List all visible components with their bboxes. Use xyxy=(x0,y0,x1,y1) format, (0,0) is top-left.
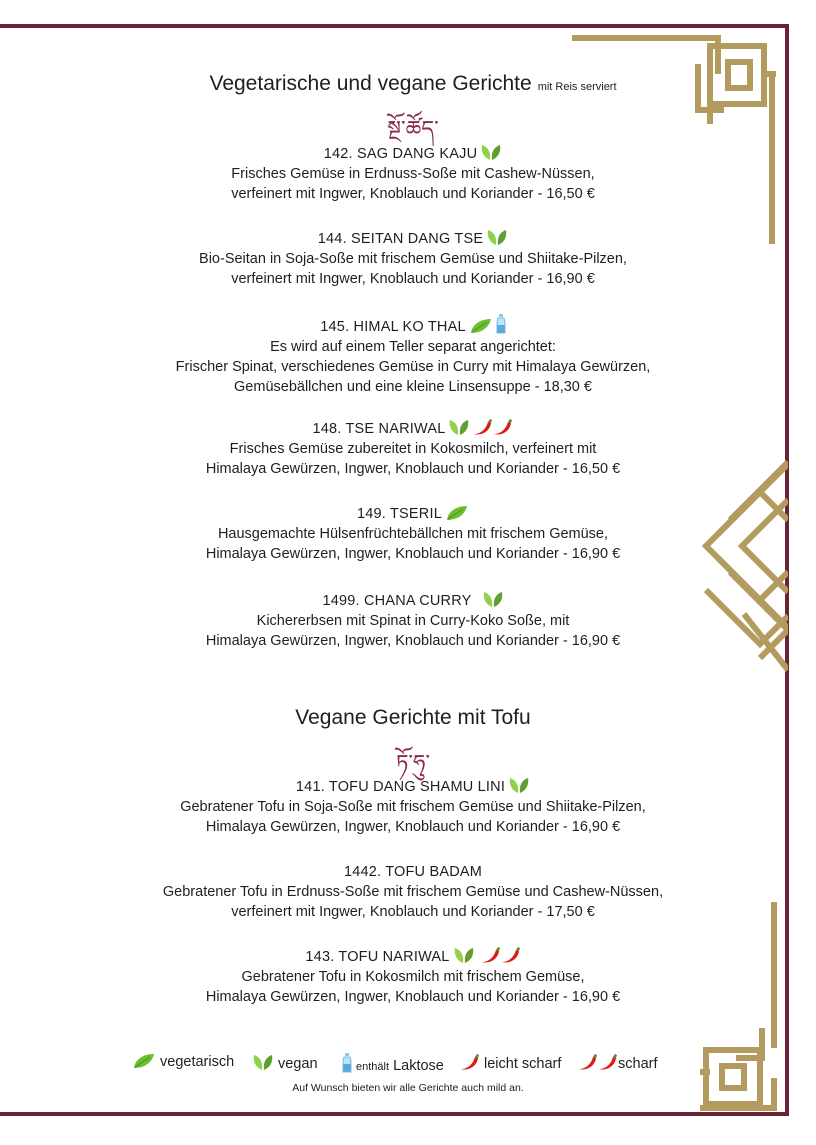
dish-name: 144. SEITAN DANG TSE xyxy=(100,228,726,249)
chili-icon xyxy=(481,946,501,964)
vegan-icon xyxy=(252,1053,274,1071)
dish-1499 xyxy=(100,590,726,651)
section-subtitle: mit Reis serviert xyxy=(537,81,617,93)
mild-note: Auf Wunsch bieten wir alle Gerichte auch mild an. xyxy=(292,1082,524,1094)
vegan-icon xyxy=(486,228,508,246)
chili-icon xyxy=(473,418,493,436)
chili-icon xyxy=(501,946,521,964)
legend-label: vegan xyxy=(278,1056,318,1072)
chili-icon xyxy=(460,1053,480,1071)
dish-description-line: Frisches Gemüse zubereitet in Kokosmilch, verfeinert mit xyxy=(229,441,597,457)
section-title-text: Vegetarische und vegane Gerichte xyxy=(209,72,532,95)
dish-name: 1442. TOFU BADAM xyxy=(343,864,483,880)
chili-icon xyxy=(578,1053,598,1071)
legend-label-prefix: enthält xyxy=(356,1061,390,1073)
dish-description-line: Kichererbsen mit Spinat in Curry-Koko Soße, mit xyxy=(256,613,570,629)
legend-lactose xyxy=(342,1053,444,1074)
dish-description-line: Bio-Seitan in Soja-Soße mit frischem Gemüse und Shiitake-Pilzen, xyxy=(199,251,627,267)
dish-name: 149. TSERIL xyxy=(100,504,726,524)
chili-icon xyxy=(493,418,513,436)
legend-label: scharf xyxy=(618,1056,658,1072)
dish-name: 145. HIMAL KO THAL xyxy=(100,314,726,337)
dish-description-line: Frisches Gemüse in Erdnuss-Soße mit Cashew-Nüssen, xyxy=(231,166,595,182)
dish-142 xyxy=(100,143,726,204)
dish-description-line: Gebratener Tofu in Soja-Soße mit frischem Gemüse und Shiitake-Pilzen, xyxy=(180,799,646,815)
vegetarian-icon xyxy=(445,505,469,521)
dish-description-line: Himalaya Gewürzen, Ingwer, Knoblauch und Koriander - 16,50 € xyxy=(205,461,621,477)
legend-label: vegetarisch xyxy=(160,1054,235,1070)
chili-icon xyxy=(598,1053,618,1071)
section-title-vegetarian xyxy=(100,72,726,96)
vegan-icon xyxy=(453,946,475,964)
vegan-icon xyxy=(480,143,502,161)
dish-141 xyxy=(100,776,726,837)
dish-name: 143. TOFU NARIWAL xyxy=(100,946,726,967)
dish-description-line: Gemüsebällchen und eine kleine Linsensuppe - 18,30 € xyxy=(234,379,592,395)
vegetarian-icon xyxy=(132,1053,156,1069)
dish-143 xyxy=(100,946,726,1007)
vegan-icon xyxy=(482,590,504,608)
dish-description-line: verfeinert mit Ingwer, Knoblauch und Koriander - 16,90 € xyxy=(231,271,595,287)
dish-name: 148. TSE NARIWAL xyxy=(100,418,726,439)
dish-name: 141. TOFU DANG SHAMU LINI xyxy=(100,776,726,797)
dish-description-line: verfeinert mit Ingwer, Knoblauch und Koriander - 16,50 € xyxy=(231,186,595,202)
dish-1442 xyxy=(100,862,726,922)
section-title-tofu: Vegane Gerichte mit Tofu xyxy=(295,706,531,729)
legend-hot xyxy=(578,1053,658,1072)
legend-vegan xyxy=(252,1053,318,1072)
dish-description-line: Himalaya Gewürzen, Ingwer, Knoblauch und Koriander - 16,90 € xyxy=(205,819,621,835)
dish-description-line: Hausgemachte Hülsenfrüchtebällchen mit frischem Gemüse, xyxy=(217,526,609,542)
dish-149 xyxy=(100,504,726,564)
legend xyxy=(0,1053,816,1075)
legend-vegetarian xyxy=(132,1053,234,1070)
dish-description-line: Frischer Spinat, verschiedenes Gemüse in Curry mit Himalaya Gewürzen, xyxy=(175,359,651,375)
lactose-icon xyxy=(342,1053,352,1073)
dish-description-line: Gebratener Tofu in Kokosmilch mit frischem Gemüse, xyxy=(241,969,585,985)
dish-description-line: Es wird auf einem Teller separat angerichtet: xyxy=(270,339,556,355)
dish-description-line: Gebratener Tofu in Erdnuss-Soße mit frischem Gemüse und Cashew-Nüssen, xyxy=(162,884,664,900)
legend-label: leicht scharf xyxy=(484,1056,562,1072)
dish-name: 142. SAG DANG KAJU xyxy=(100,143,726,164)
dish-148 xyxy=(100,418,726,479)
vegan-icon xyxy=(448,418,470,436)
dish-description-line: verfeinert mit Ingwer, Knoblauch und Koriander - 17,50 € xyxy=(231,904,595,920)
section-tibetan-title: ཏོ་ཧུ་ xyxy=(395,751,431,776)
section-tibetan-title: སྔོ་ཚོད་ xyxy=(387,117,439,142)
vegan-icon xyxy=(508,776,530,794)
lactose-icon xyxy=(496,314,506,334)
legend-label: Laktose xyxy=(393,1058,444,1074)
dish-name: 1499. CHANA CURRY xyxy=(100,590,726,611)
dish-145 xyxy=(100,314,726,397)
vegetarian-icon xyxy=(469,318,493,334)
dish-144 xyxy=(100,228,726,289)
dish-description-line: Himalaya Gewürzen, Ingwer, Knoblauch und Koriander - 16,90 € xyxy=(205,989,621,1005)
dish-description-line: Himalaya Gewürzen, Ingwer, Knoblauch und Koriander - 16,90 € xyxy=(205,633,621,649)
legend-mild xyxy=(460,1053,561,1072)
dish-description-line: Himalaya Gewürzen, Ingwer, Knoblauch und Koriander - 16,90 € xyxy=(205,546,621,562)
